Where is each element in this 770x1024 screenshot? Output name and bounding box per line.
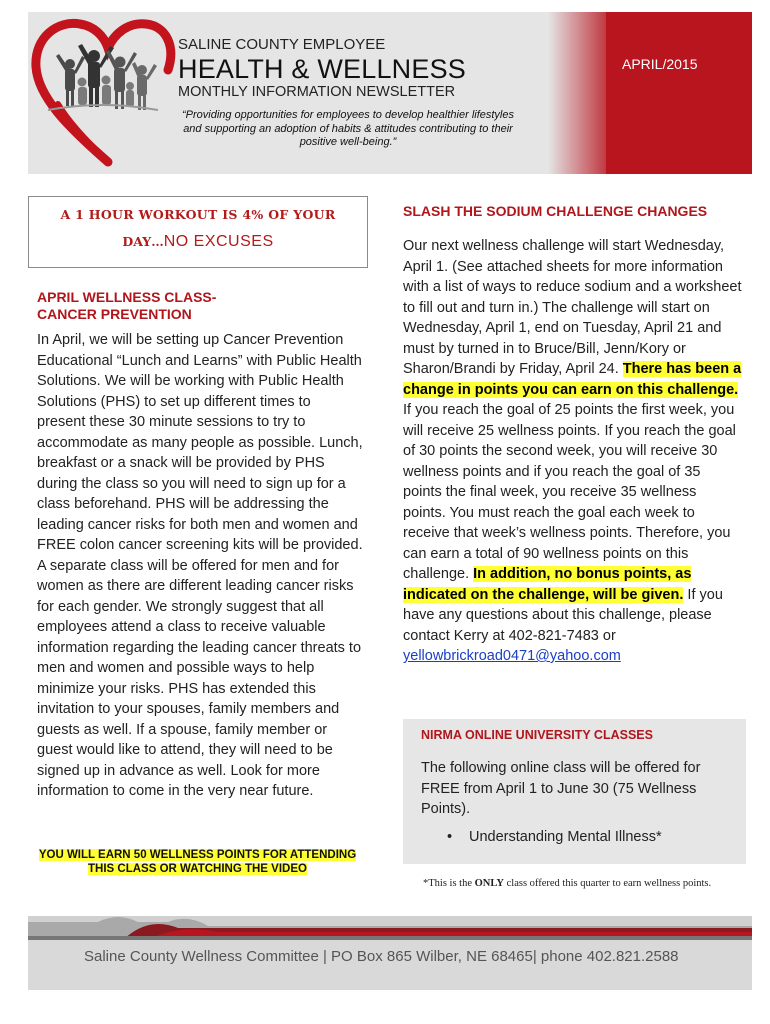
nirma-body: The following online class will be offered for FREE from April 1 to June 30 (75 Wellness Points). bbox=[421, 760, 701, 817]
nirma-class-name: Understanding Mental Illness* bbox=[469, 829, 662, 845]
header-red-fade bbox=[548, 12, 608, 174]
workout-callout-box bbox=[28, 196, 368, 268]
contact-email-link[interactable]: yellowbrickroad0471@yahoo.com bbox=[403, 648, 621, 664]
sodium-text-3: If you have any questions about this challenge, please contact Kerry at 402-821-7483 or bbox=[403, 586, 723, 644]
footer-contact-text: Saline County Wellness Committee | PO Box 865 Wilber, NE 68465| phone 402.821.2588 bbox=[84, 948, 679, 965]
nirma-classes-box bbox=[403, 719, 746, 864]
header-red-panel bbox=[606, 12, 752, 174]
nirma-footnote-emphasis: ONLY bbox=[474, 878, 504, 889]
workout-callout-day: DAY… bbox=[122, 234, 164, 249]
header-kicker: SALINE COUNTY EMPLOYEE bbox=[178, 36, 386, 53]
sodium-highlight-no-bonus: In addition, no bonus points, as indicated on the challenge, will be given. bbox=[403, 566, 692, 603]
april-class-heading: APRIL WELLNESS CLASS- CANCER PREVENTION bbox=[37, 289, 217, 322]
workout-callout-line2 bbox=[29, 233, 367, 251]
earn-points-note bbox=[30, 848, 365, 876]
footer-stripe-decoration bbox=[28, 906, 752, 940]
newsletter-subtitle: MONTHLY INFORMATION NEWSLETTER bbox=[178, 84, 456, 100]
bullet-icon: • bbox=[447, 829, 453, 845]
sodium-text-1: Our next wellness challenge will start Wednesday, April 1. (See attached sheets for more information with a list of ways to reduce sodium and a worksheet to fill out and turn in.) The challenge will start on Wednesday, April 1, end on Tuesday, April 21 and must by turned in to Bruce/Bill, Jenn/Kory or Sharon/Brandi by Friday, April 24. bbox=[403, 238, 742, 377]
footer-bar bbox=[28, 940, 752, 990]
nirma-heading: NIRMA ONLINE UNIVERSITY CLASSES bbox=[421, 728, 653, 742]
sodium-highlight-points-change: There has been a change in points you can earn on this challenge. bbox=[403, 361, 742, 398]
april-class-body: In April, we will be setting up Cancer Prevention Educational “Lunch and Learns” with Public Health Solutions. We will be working with Public Health Solutions (PHS) to set up different times to present these 30 minute sessions to try to accommodate as many people as possible. Lunch, breakfast or a snack will be provided by PHS during the class so you will need to sign up for a class beforehand. PHS will be addressing the leading cancer risks for both men and women and FREE colon cancer screening kits will be provided. A separate class will be offered for men and for women as there are different leading cancer risks for each gender. We strongly suggest that all employees attend a class to receive valuable information regarding the leading cancer threats to men and women and possible ways to help minimize your risks. PHS has extended this invitation to your spouses, family members and guests as well. If a spouse, family member or guest would like to attend, they will need to be signed up in advance as well. Look for more information to come in the very near future. bbox=[37, 332, 363, 799]
nirma-footnote-pre: *This is the bbox=[423, 878, 475, 889]
nirma-footnote-post: class offered this quarter to earn wellness points. bbox=[504, 878, 712, 889]
workout-callout-line1: A 1 HOUR WORKOUT IS 4% OF YOUR bbox=[60, 207, 336, 222]
sodium-challenge-body bbox=[403, 236, 743, 667]
nirma-footnote bbox=[423, 877, 723, 890]
newsletter-tagline: “Providing opportunities for employees to develop healthier lifestyles and supporting an adoption of habits & attitudes contributing to their positive well-being.” bbox=[181, 109, 514, 148]
issue-date: APRIL/2015 bbox=[622, 56, 698, 72]
heart-people-logo-icon bbox=[28, 12, 178, 174]
sodium-challenge-heading: SLASH THE SODIUM CHALLENGE CHANGES bbox=[403, 203, 708, 219]
nirma-class-list-item bbox=[447, 829, 662, 845]
sodium-text-2: If you reach the goal of 25 points the first week, you will receive 25 wellness points. If you reach the goal of 30 points the second week, you will receive 30 wellness points and if you reach the goal of 35 points the final week, you receive 35 wellness points. You must reach the goal each week to receive that week’s wellness points. Therefore, you can earn a total of 90 wellness points on this challenge. bbox=[403, 402, 736, 582]
earn-points-note-text: YOU WILL EARN 50 WELLNESS POINTS FOR ATTENDING THIS CLASS OR WATCHING THE VIDEO bbox=[38, 849, 357, 875]
newsletter-header bbox=[28, 12, 752, 174]
newsletter-title: HEALTH & WELLNESS bbox=[178, 54, 466, 84]
workout-callout-no-excuses: NO EXCUSES bbox=[163, 233, 274, 250]
